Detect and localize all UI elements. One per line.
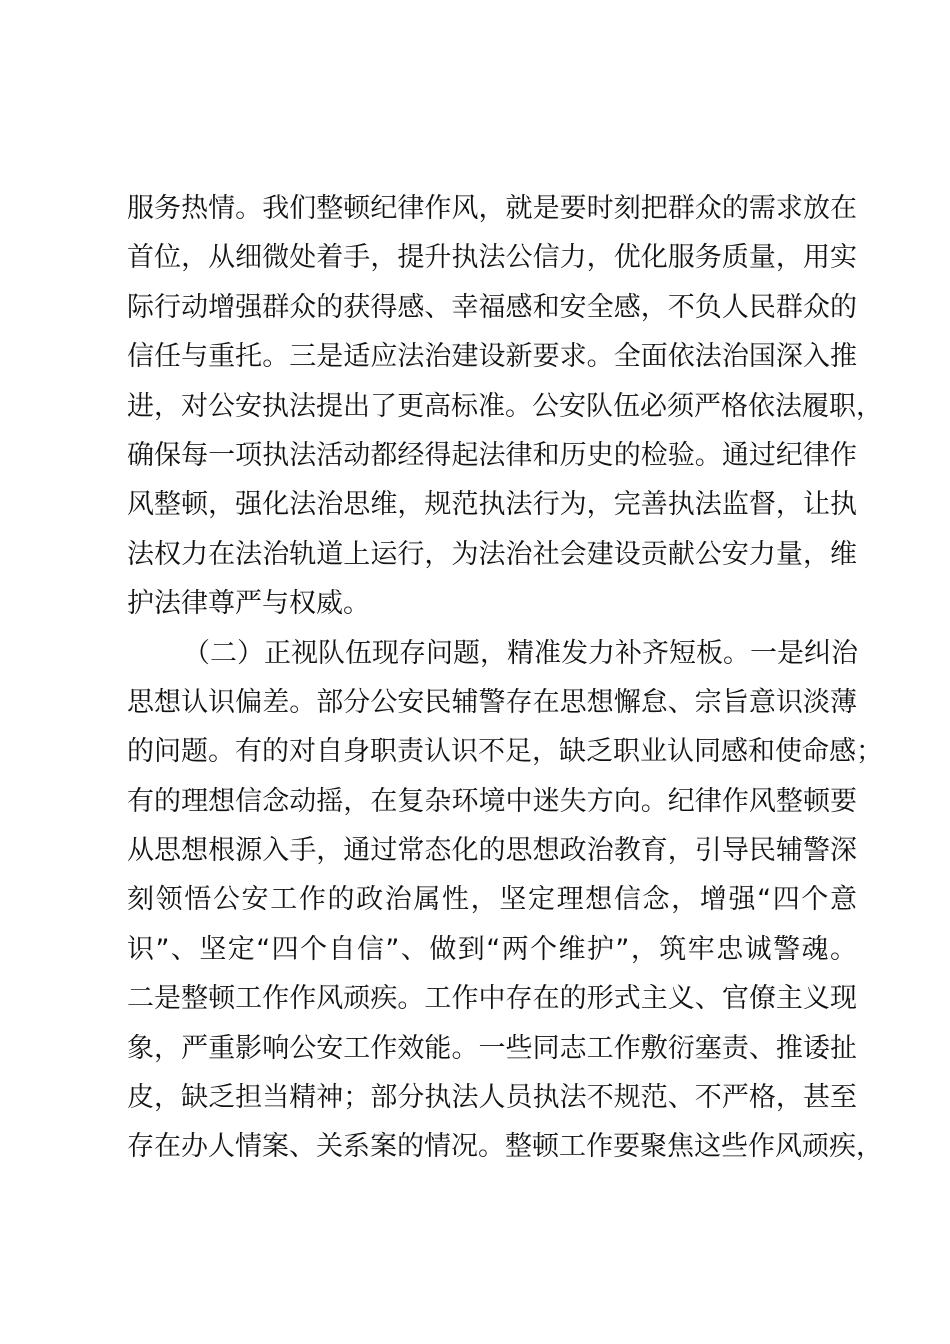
text-line: 识”、坚定“四个自信”、做到“两个维护”，筑牢忠诚警魂。	[127, 933, 857, 965]
text-line: 确保每一项执法活动都经得起法律和历史的检验。通过纪律作	[127, 439, 857, 471]
text-line: 刻领悟公安工作的政治属性，坚定理想信念，增强“四个意	[127, 884, 857, 916]
text-line: 法权力在法治轨道上运行，为法治社会建设贡献公安力量，维	[127, 538, 857, 570]
text-line: 风整顿，强化法治思维，规范执法行为，完善执法监督，让执	[127, 489, 857, 521]
text-line: 象，严重影响公安工作效能。一些同志工作敷衍塞责、推诿扯	[127, 1032, 857, 1064]
text-line: 信任与重托。三是适应法治建设新要求。全面依法治国深入推	[127, 341, 857, 373]
text-line: 的问题。有的对自身职责认识不足，缺乏职业认同感和使命感；	[127, 736, 883, 768]
text-line: 思想认识偏差。部分公安民辅警存在思想懈怠、宗旨意识淡薄	[127, 686, 857, 718]
text-line: 存在办人情案、关系案的情况。整顿工作要聚焦这些作风顽疾，	[127, 1131, 883, 1163]
paragraph-end-line: 护法律尊严与权威。	[127, 588, 370, 620]
body-text	[127, 184, 883, 1172]
text-line: 服务热情。我们整顿纪律作风，就是要时刻把群众的需求放在	[127, 193, 857, 224]
text-line: 皮，缺乏担当精神；部分执法人员执法不规范、不严格，甚至	[127, 1082, 857, 1114]
text-line: 首位，从细微处着手，提升执法公信力，优化服务质量，用实	[127, 242, 857, 274]
text-line: 际行动增强群众的获得感、幸福感和安全感，不负人民群众的	[127, 291, 857, 323]
paragraph-first-line: （二）正视队伍现存问题，精准发力补齐短板。一是纠治	[183, 637, 858, 669]
text-line: 二是整顿工作作风顽疾。工作中存在的形式主义、官僚主义现	[127, 983, 857, 1015]
text-line: 进，对公安执法提出了更高标准。公安队伍必须严格依法履职，	[127, 390, 883, 422]
text-line: 从思想根源入手，通过常态化的思想政治教育，引导民辅警深	[127, 835, 857, 867]
text-line: 有的理想信念动摇，在复杂环境中迷失方向。纪律作风整顿要	[127, 785, 857, 817]
